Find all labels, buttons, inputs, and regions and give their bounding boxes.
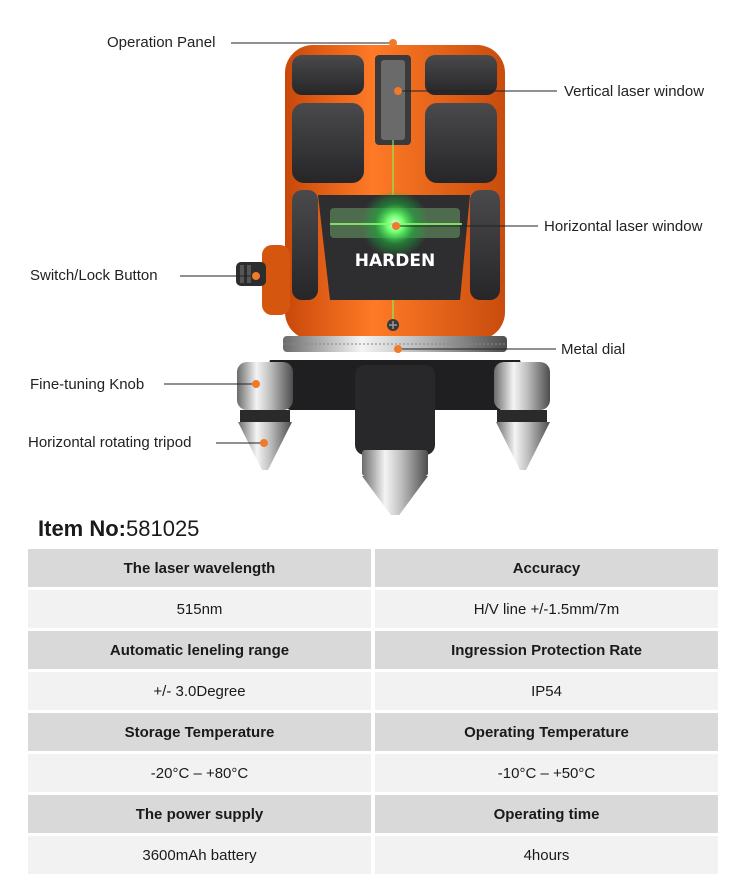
callout-vertical-window: Vertical laser window [564,83,705,100]
spec-value: 3600mAh battery [28,836,371,874]
spec-header-row [28,795,718,833]
spec-label: Automatic leneling range [28,631,371,669]
spec-value: -10°C – +50°C [375,754,718,792]
item-number-value: 581025 [126,516,200,541]
spec-label: Accuracy [375,549,718,587]
spec-value: H/V line +/-1.5mm/7m [375,590,718,628]
spec-header-row [28,713,718,751]
spec-value-row [28,836,718,874]
item-number-label: Item No: [38,516,126,541]
spec-value: +/- 3.0Degree [28,672,371,710]
spec-value: IP54 [375,672,718,710]
spec-table [28,549,718,877]
item-number [38,516,199,542]
tripod-base [237,360,550,515]
callout-fine-tuning: Fine-tuning Knob [30,376,145,393]
spec-value-row [28,754,718,792]
spec-label: The power supply [28,795,371,833]
brand-logo: HARDEN [354,251,436,271]
spec-value: 4hours [375,836,718,874]
spec-label: Operating time [375,795,718,833]
callout-switch-lock: Switch/Lock Button [30,267,158,284]
spec-label: Ingression Protection Rate [375,631,718,669]
switch-lock-button [236,245,290,315]
spec-label: Storage Temperature [28,713,371,751]
spec-value-row [28,590,718,628]
callout-horizontal-window: Horizontal laser window [544,218,703,235]
spec-value: 515nm [28,590,371,628]
callout-metal-dial: Metal dial [561,341,626,358]
spec-label: Operating Temperature [375,713,718,751]
spec-value: -20°C – +80°C [28,754,371,792]
callout-operation-panel: Operation Panel [107,34,216,51]
spec-header-row [28,549,718,587]
spec-label: The laser wavelength [28,549,371,587]
spec-value-row [28,672,718,710]
callout-tripod: Horizontal rotating tripod [28,434,192,451]
spec-header-row [28,631,718,669]
